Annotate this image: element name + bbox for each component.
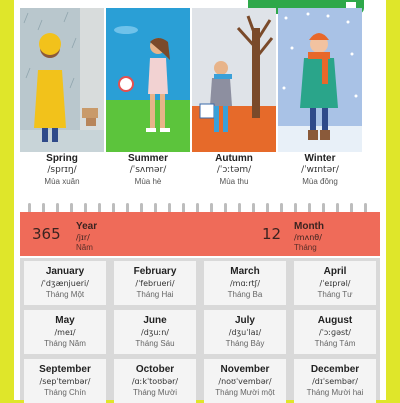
season-translation: Mùa xuân [44, 177, 80, 186]
month-translation: Tháng Mười hai [306, 388, 364, 397]
season-name: Summer [127, 153, 168, 164]
year-ipa: /jɪr/ [76, 233, 90, 242]
month-ipa: /ˈeɪprəl/ [319, 279, 351, 288]
month-number: 12 [262, 225, 282, 243]
season-ipa: /sprɪŋ/ [47, 165, 77, 175]
month-card-september [24, 359, 106, 403]
winter-illustration [278, 8, 362, 152]
year-number: 365 [32, 225, 61, 243]
month-card-june [114, 310, 196, 354]
season-ipa: /ˈsʌmər/ [129, 165, 167, 175]
month-card-october [114, 359, 196, 403]
month-name: October [135, 364, 175, 375]
season-name: Spring [46, 153, 78, 164]
month-name: March [230, 266, 260, 277]
month-ipa: /ˈfebrueri/ [135, 279, 175, 288]
summer-illustration [106, 8, 190, 152]
month-ipa: /ˈdʒænjueri/ [41, 279, 89, 288]
month-card-august [294, 310, 376, 354]
season-label-spring [20, 153, 104, 187]
year-word: Year [76, 221, 98, 232]
month-ipa: /dʒuːn/ [141, 328, 169, 337]
year-translation: Năm [76, 243, 93, 252]
month-ipa: /meɪ/ [54, 328, 76, 337]
month-card-february [114, 261, 196, 305]
autumn-illustration [192, 8, 276, 152]
month-translation: Tháng Chín [44, 388, 86, 397]
month-translation: Tháng Năm [44, 339, 86, 348]
month-name: January [45, 266, 85, 277]
month-name: August [317, 315, 353, 326]
season-ipa: /ˈɔːtəm/ [216, 165, 252, 175]
month-translation: Tháng Tư [317, 290, 353, 299]
season-label-autumn [192, 153, 276, 187]
month-ipa: /dɪˈsembər/ [312, 377, 358, 386]
season-ipa: /ˈwɪntər/ [301, 165, 339, 175]
spring-illustration [20, 8, 104, 152]
month-ipa: /noʊˈvembər/ [218, 377, 272, 386]
month-ipa: /mɑːrtʃ/ [229, 279, 261, 288]
month-word: Month [294, 221, 324, 232]
month-card-january [24, 261, 106, 305]
season-name: Autumn [215, 153, 253, 164]
season-translation: Mùa đông [302, 177, 338, 186]
month-name: July [234, 315, 255, 326]
month-ipa: /dʒuˈlaɪ/ [228, 328, 262, 337]
month-name: April [323, 266, 347, 277]
month-card-may [24, 310, 106, 354]
month-card-november [204, 359, 286, 403]
season-name: Winter [304, 153, 336, 164]
month-name: December [310, 364, 360, 375]
month-name: May [55, 315, 75, 326]
month-ipa: /ɑːkˈtoʊbər/ [131, 377, 179, 386]
month-translation: Tháng Hai [136, 290, 174, 299]
month-card-july [204, 310, 286, 354]
month-translation: Tháng Mười [133, 388, 177, 397]
month-translation: Tháng Sáu [135, 339, 175, 348]
month-translation: Tháng Bảy [225, 339, 265, 348]
month-translation: Tháng Tám [314, 339, 356, 348]
month-ipa: /sepˈtembər/ [39, 377, 91, 386]
month-card-march [204, 261, 286, 305]
month-ipa: /ˈɔːɡəst/ [319, 328, 351, 337]
season-translation: Mùa hè [134, 177, 162, 186]
season-translation: Mùa thu [219, 177, 249, 186]
month-name: September [39, 364, 91, 375]
season-label-winter [278, 153, 362, 187]
month-name: November [220, 364, 270, 375]
month-translation: Tháng [294, 243, 317, 252]
month-name: February [133, 266, 177, 277]
month-translation: Tháng Mười một [215, 388, 275, 397]
month-ipa: /mʌnθ/ [294, 233, 322, 242]
season-label-summer [106, 153, 190, 187]
month-translation: Tháng Một [45, 290, 85, 299]
month-name: June [143, 315, 167, 326]
month-grid [20, 258, 380, 400]
month-translation: Tháng Ba [227, 290, 263, 299]
month-card-december [294, 359, 376, 403]
month-card-april [294, 261, 376, 305]
calendar-header [20, 212, 380, 256]
